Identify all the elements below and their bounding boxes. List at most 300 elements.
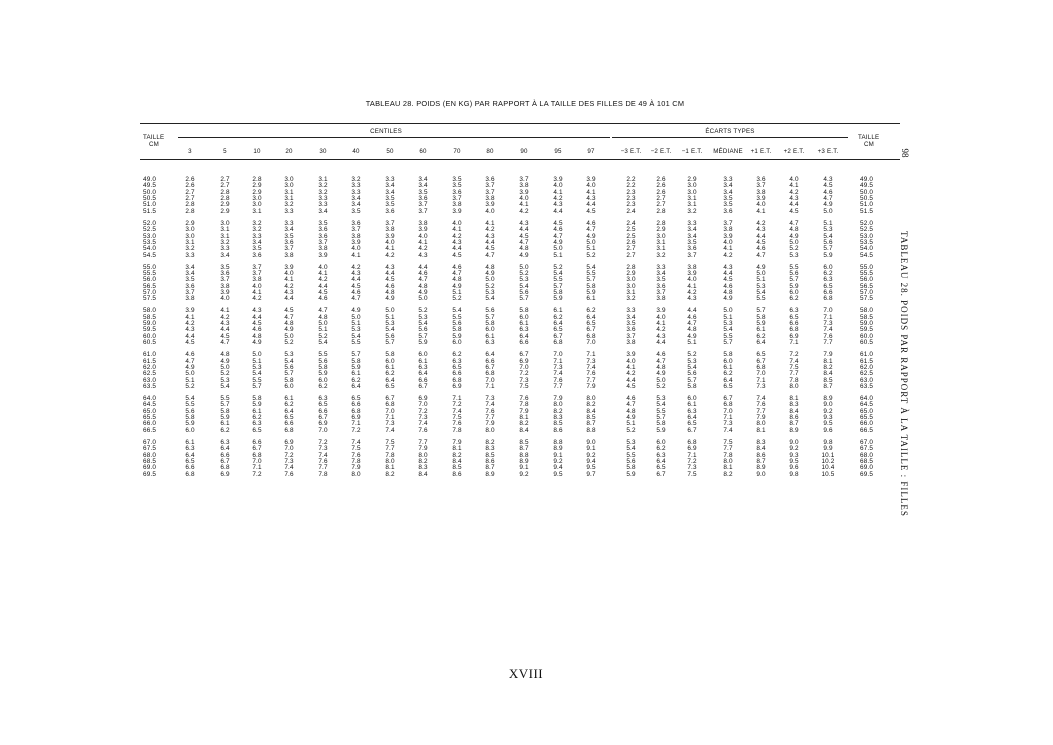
- ecart-cell: 3.2: [626, 295, 636, 303]
- ecart-cell: 6.0: [687, 395, 697, 402]
- centile-cell: 9.4: [586, 457, 596, 465]
- taille-cell: 56.5: [143, 282, 157, 290]
- ecart-cell: 7.9: [756, 414, 766, 422]
- centile-cell: 4.8: [519, 245, 529, 253]
- taille-right-unit: CM: [864, 141, 875, 148]
- centile-cell: 9.5: [553, 470, 563, 478]
- centile-cell: 6.5: [252, 426, 262, 434]
- centile-cell: 3.5: [318, 219, 328, 227]
- ecart-cell: 7.0: [723, 407, 733, 415]
- centile-cell: 4.4: [485, 238, 495, 246]
- centile-cell: 3.7: [185, 289, 195, 296]
- centile-cell: 7.6: [519, 395, 529, 402]
- centile-cell: 6.0: [519, 313, 529, 321]
- centile-cell: 3.7: [385, 219, 395, 227]
- ecart-cell: 6.6: [823, 289, 833, 296]
- centile-cell: 3.0: [252, 195, 262, 203]
- ecart-cell: 10.1: [821, 451, 835, 459]
- ecart-cell: 3.9: [626, 351, 636, 359]
- centile-cell: 3.0: [284, 182, 294, 190]
- centile-cell: 7.0: [519, 363, 529, 371]
- centile-cell: 4.7: [418, 276, 428, 284]
- centile-cell: 3.5: [185, 276, 195, 284]
- taille-cell-right: 58.5: [860, 313, 874, 321]
- centile-cell: 3.2: [351, 176, 361, 183]
- centile-cell: 5.1: [185, 376, 195, 384]
- centile-cell: 2.7: [185, 195, 195, 203]
- ecart-cell: 5.7: [723, 339, 733, 347]
- centile-cell: 6.0: [284, 382, 294, 390]
- centile-cell: 5.5: [318, 351, 328, 359]
- ecart-cell: 8.0: [789, 382, 799, 390]
- centile-column-header: 30: [319, 148, 327, 155]
- ecart-cell: 4.2: [656, 326, 666, 334]
- taille-cell-right: 57.5: [860, 295, 874, 303]
- ecart-cell: 8.0: [756, 420, 766, 428]
- centile-cell: 2.6: [185, 176, 195, 183]
- ecart-cell: 7.7: [789, 370, 799, 378]
- centile-cell: 6.7: [485, 363, 495, 371]
- taille-cell-right: 56.5: [860, 282, 874, 290]
- centile-cell: 7.1: [252, 464, 262, 472]
- centile-cell: 7.0: [418, 401, 428, 409]
- centile-cell: 4.0: [385, 238, 395, 246]
- centile-cell: 7.9: [553, 395, 563, 402]
- centile-column-header: 3: [188, 148, 192, 155]
- centile-cell: 6.1: [586, 295, 596, 303]
- centile-cell: 7.5: [452, 414, 462, 422]
- centile-cell: 5.4: [485, 295, 495, 303]
- centile-cell: 6.5: [351, 395, 361, 402]
- centile-cell: 7.3: [519, 376, 529, 384]
- centile-cell: 8.8: [553, 438, 563, 446]
- centile-cell: 7.6: [553, 376, 563, 384]
- ecart-cell: 2.4: [626, 207, 636, 215]
- taille-cell: 49.5: [143, 182, 157, 190]
- centile-cell: 8.9: [485, 470, 495, 478]
- taille-cell: 68.0: [143, 451, 157, 459]
- ecart-cell: 3.3: [687, 219, 697, 227]
- ecart-cell: 9.5: [789, 457, 799, 465]
- centile-cell: 5.2: [485, 282, 495, 290]
- centile-cell: 6.9: [519, 357, 529, 365]
- ecart-cell: 7.1: [823, 313, 833, 321]
- ecart-cell: 7.1: [723, 414, 733, 422]
- ecart-cell: 8.0: [723, 457, 733, 465]
- centile-cell: 4.6: [586, 219, 596, 227]
- centile-cell: 8.5: [586, 414, 596, 422]
- centile-column-header: 40: [352, 148, 360, 155]
- ecart-cell: 5.6: [823, 238, 833, 246]
- ecart-cell: 4.6: [626, 395, 636, 402]
- centile-cell: 4.1: [284, 276, 294, 284]
- centile-cell: 3.5: [452, 182, 462, 190]
- footer-page-number: XVIII: [508, 666, 544, 681]
- centile-cell: 3.1: [252, 207, 262, 215]
- centile-cell: 2.9: [252, 182, 262, 190]
- centile-cell: 4.2: [385, 251, 395, 259]
- centile-cell: 3.7: [485, 188, 495, 196]
- ecart-cell: 3.6: [687, 245, 697, 253]
- centile-cell: 5.2: [418, 307, 428, 315]
- ecart-cell: 7.0: [756, 370, 766, 378]
- centile-cell: 3.7: [418, 207, 428, 215]
- centile-cell: 3.0: [284, 176, 294, 183]
- centile-cell: 3.2: [185, 245, 195, 253]
- ecart-cell: 6.3: [823, 276, 833, 284]
- centile-cell: 4.3: [485, 232, 495, 240]
- ecart-cell: 6.2: [756, 332, 766, 340]
- centile-cell: 4.7: [519, 238, 529, 246]
- ecart-cell: 6.1: [687, 401, 697, 409]
- ecart-cell: 6.0: [656, 438, 666, 446]
- taille-cell-right: 53.0: [860, 232, 874, 240]
- centile-cell: 6.9: [351, 414, 361, 422]
- centile-cell: 4.2: [252, 295, 262, 303]
- ecart-cell: 2.2: [626, 176, 636, 183]
- ecart-cell: 9.2: [823, 407, 833, 415]
- ecart-cell: 4.3: [823, 176, 833, 183]
- centile-cell: 5.4: [318, 339, 328, 347]
- taille-cell-right: 67.5: [860, 445, 874, 453]
- ecart-cell: 4.6: [756, 245, 766, 253]
- centile-cell: 5.5: [586, 269, 596, 277]
- taille-cell: 62.5: [143, 370, 157, 378]
- centile-cell: 8.6: [553, 426, 563, 434]
- ecart-cell: 6.0: [823, 263, 833, 271]
- ecart-cell: 4.7: [823, 195, 833, 203]
- centile-cell: 4.9: [185, 363, 195, 371]
- centile-cell: 3.4: [252, 238, 262, 246]
- centile-cell: 3.8: [452, 201, 462, 209]
- ecart-cell: 2.7: [656, 201, 666, 209]
- centile-cell: 4.0: [586, 182, 596, 190]
- centile-cell: 4.9: [485, 269, 495, 277]
- ecart-cell: 8.5: [823, 376, 833, 384]
- centile-cell: 7.3: [553, 363, 563, 371]
- ecart-cell: 4.9: [626, 414, 636, 422]
- centile-cell: 7.5: [385, 438, 395, 446]
- taille-cell-right: 68.5: [860, 457, 874, 465]
- ecart-cell: 7.4: [756, 395, 766, 402]
- taille-cell: 66.0: [143, 420, 157, 428]
- ecart-cell: 5.2: [789, 245, 799, 253]
- centile-cell: 5.4: [252, 370, 262, 378]
- centile-cell: 4.0: [519, 195, 529, 203]
- centile-cell: 4.8: [220, 351, 230, 359]
- ecart-cell: 4.8: [656, 363, 666, 371]
- centile-cell: 7.2: [351, 426, 361, 434]
- centile-cell: 4.9: [385, 295, 395, 303]
- ecart-cell: 6.9: [789, 332, 799, 340]
- centile-cell: 5.8: [485, 320, 495, 328]
- centile-cell: 3.1: [284, 195, 294, 203]
- taille-cell: 60.0: [143, 332, 157, 340]
- taille-cell-right: 66.5: [860, 426, 874, 434]
- centile-cell: 7.3: [586, 357, 596, 365]
- taille-cell: 50.5: [143, 195, 157, 203]
- ecart-cell: 8.1: [723, 464, 733, 472]
- centile-cell: 8.8: [519, 451, 529, 459]
- centile-cell: 4.7: [452, 269, 462, 277]
- ecart-cell: 6.3: [687, 407, 697, 415]
- ecart-cell: 3.4: [723, 182, 733, 190]
- centile-cell: 4.8: [485, 263, 495, 271]
- centile-cell: 9.0: [586, 438, 596, 446]
- ecart-cell: 4.7: [756, 251, 766, 259]
- centile-cell: 6.5: [586, 320, 596, 328]
- ecart-cell: 7.1: [789, 339, 799, 347]
- centile-cell: 6.0: [485, 326, 495, 334]
- ecart-cell: 9.6: [789, 464, 799, 472]
- centile-cell: 6.8: [284, 426, 294, 434]
- ecart-cell: 5.1: [823, 219, 833, 227]
- centile-cell: 5.7: [418, 332, 428, 340]
- centile-column-header: 60: [419, 148, 427, 155]
- ecart-cell: 4.2: [789, 188, 799, 196]
- centile-cell: 6.1: [284, 395, 294, 402]
- taille-cell: 49.0: [143, 176, 157, 183]
- ecart-cell: 4.0: [789, 176, 799, 183]
- centile-cell: 7.9: [485, 420, 495, 428]
- centile-cell: 3.5: [351, 207, 361, 215]
- ecart-cell: 4.5: [723, 276, 733, 284]
- centile-cell: 3.4: [284, 226, 294, 234]
- centile-cell: 4.3: [252, 307, 262, 315]
- centile-cell: 5.9: [452, 332, 462, 340]
- centile-cell: 4.0: [553, 182, 563, 190]
- centile-cell: 5.7: [284, 370, 294, 378]
- centile-cell: 5.1: [318, 326, 328, 334]
- centile-cell: 4.1: [252, 289, 262, 296]
- centile-cell: 4.6: [351, 289, 361, 296]
- table-title: TABLEAU 28. POIDS (EN KG) PAR RAPPORT À LA TAILLE DES FILLES DE 49 À 101 CM: [365, 99, 685, 108]
- centile-cell: 6.7: [586, 326, 596, 334]
- centile-cell: 5.8: [553, 289, 563, 296]
- centile-cell: 6.2: [351, 376, 361, 384]
- centile-cell: 3.3: [351, 182, 361, 190]
- taille-cell: 52.5: [143, 226, 157, 234]
- centile-cell: 3.2: [220, 238, 230, 246]
- ecart-cell: 4.6: [723, 282, 733, 290]
- centile-cell: 4.2: [284, 282, 294, 290]
- centile-cell: 3.6: [452, 188, 462, 196]
- ecart-cell: 4.1: [626, 363, 636, 371]
- centile-cell: 6.2: [220, 426, 230, 434]
- centile-cell: 8.6: [485, 457, 495, 465]
- centile-cell: 7.3: [485, 395, 495, 402]
- ecart-cell: 5.5: [789, 263, 799, 271]
- ecart-cell: 2.7: [626, 245, 636, 253]
- ecart-cell: 5.5: [656, 407, 666, 415]
- ecart-cell: 7.7: [823, 339, 833, 347]
- centile-cell: 6.8: [351, 407, 361, 415]
- centile-cell: 5.3: [485, 289, 495, 296]
- centile-cell: 6.0: [452, 339, 462, 347]
- ecart-cell: 3.5: [723, 195, 733, 203]
- ecart-cell: 4.7: [687, 320, 697, 328]
- ecart-cell: 9.5: [823, 420, 833, 428]
- centile-cell: 6.9: [452, 382, 462, 390]
- ecart-cell: 6.8: [723, 401, 733, 409]
- centile-cell: 4.9: [586, 232, 596, 240]
- centile-cell: 4.5: [553, 219, 563, 227]
- ecart-type-column-header: −2 E.T.: [650, 148, 672, 155]
- ecart-cell: 3.8: [723, 226, 733, 234]
- ecart-cell: 9.6: [823, 426, 833, 434]
- centile-cell: 4.8: [284, 320, 294, 328]
- centile-cell: 5.3: [351, 326, 361, 334]
- taille-cell: 53.5: [143, 238, 157, 246]
- centile-cell: 8.0: [385, 457, 395, 465]
- centile-cell: 4.6: [252, 326, 262, 334]
- centile-cell: 8.4: [418, 470, 428, 478]
- centile-cell: 5.3: [252, 363, 262, 371]
- ecart-type-column-header: −3 E.T.: [620, 148, 642, 155]
- taille-cell: 61.0: [143, 351, 157, 359]
- centile-cell: 6.2: [452, 351, 462, 359]
- centile-cell: 7.5: [351, 445, 361, 453]
- centile-cell: 3.3: [220, 245, 230, 253]
- centile-cell: 3.4: [351, 195, 361, 203]
- centile-cell: 7.4: [485, 401, 495, 409]
- centile-cell: 6.2: [553, 313, 563, 321]
- ecart-cell: 2.5: [626, 232, 636, 240]
- taille-cell: 54.0: [143, 245, 157, 253]
- centile-cell: 6.8: [185, 470, 195, 478]
- centile-cell: 6.1: [418, 357, 428, 365]
- centile-cell: 7.9: [452, 438, 462, 446]
- taille-cell-right: 65.0: [860, 407, 874, 415]
- centile-cell: 5.7: [519, 295, 529, 303]
- centile-cell: 6.1: [351, 370, 361, 378]
- ecart-cell: 5.1: [756, 276, 766, 284]
- ecart-cell: 4.6: [656, 351, 666, 359]
- ecart-cell: 8.9: [756, 464, 766, 472]
- centile-cell: 3.6: [485, 176, 495, 183]
- centile-cell: 3.7: [485, 182, 495, 190]
- ecart-cell: 5.6: [789, 269, 799, 277]
- ecart-cell: 3.4: [687, 226, 697, 234]
- ecart-cell: 5.2: [656, 382, 666, 390]
- ecart-cell: 3.1: [687, 201, 697, 209]
- centile-cell: 3.8: [185, 295, 195, 303]
- taille-cell: 52.0: [143, 219, 157, 227]
- ecart-cell: 5.1: [687, 339, 697, 347]
- centile-cell: 2.9: [220, 207, 230, 215]
- centile-cell: 6.9: [220, 470, 230, 478]
- centile-cell: 9.5: [586, 464, 596, 472]
- centile-cell: 7.0: [284, 445, 294, 453]
- ecart-cell: 7.6: [823, 332, 833, 340]
- centile-cell: 3.1: [185, 238, 195, 246]
- centile-cell: 6.7: [519, 351, 529, 359]
- ecart-cell: 4.9: [756, 263, 766, 271]
- centile-cell: 3.6: [351, 219, 361, 227]
- ecart-cell: 6.8: [756, 363, 766, 371]
- centile-cell: 5.1: [586, 245, 596, 253]
- centile-cell: 5.1: [385, 313, 395, 321]
- centile-cell: 4.7: [553, 232, 563, 240]
- ecart-cell: 4.5: [789, 207, 799, 215]
- centile-cell: 5.8: [252, 395, 262, 402]
- ecart-cell: 2.8: [626, 263, 636, 271]
- ecart-cell: 4.7: [789, 219, 799, 227]
- centile-cell: 7.4: [586, 363, 596, 371]
- ecart-cell: 5.5: [626, 451, 636, 459]
- ecart-cell: 6.4: [687, 414, 697, 422]
- centile-cell: 6.1: [185, 438, 195, 446]
- centile-cell: 6.3: [220, 438, 230, 446]
- centile-cell: 3.3: [385, 176, 395, 183]
- ecart-cell: 9.0: [823, 401, 833, 409]
- centile-cell: 7.3: [284, 457, 294, 465]
- centile-cell: 6.2: [385, 370, 395, 378]
- ecart-cell: 7.7: [756, 407, 766, 415]
- ecart-cell: 3.9: [656, 307, 666, 315]
- ecart-cell: 2.7: [626, 251, 636, 259]
- taille-cell-right: 63.0: [860, 376, 874, 384]
- centile-cell: 5.5: [220, 395, 230, 402]
- centile-cell: 5.7: [351, 351, 361, 359]
- ecart-cell: 4.1: [656, 320, 666, 328]
- centile-cell: 4.4: [220, 326, 230, 334]
- centile-cell: 8.5: [452, 464, 462, 472]
- centile-cell: 4.9: [252, 339, 262, 347]
- centile-cell: 7.9: [351, 464, 361, 472]
- centile-cell: 5.5: [452, 313, 462, 321]
- ecarts-rule: [612, 137, 848, 138]
- centile-cell: 5.7: [586, 276, 596, 284]
- ecart-cell: 8.9: [823, 395, 833, 402]
- ecart-cell: 4.0: [756, 201, 766, 209]
- centile-cell: 3.8: [351, 232, 361, 240]
- centile-cell: 4.0: [485, 207, 495, 215]
- ecart-cell: 4.2: [626, 370, 636, 378]
- centile-cell: 5.4: [452, 307, 462, 315]
- ecart-cell: 4.3: [656, 332, 666, 340]
- centile-cell: 2.6: [185, 182, 195, 190]
- ecart-cell: 4.7: [656, 357, 666, 365]
- ecart-cell: 5.7: [789, 276, 799, 284]
- centile-cell: 5.2: [318, 332, 328, 340]
- centile-cell: 5.6: [519, 289, 529, 296]
- centile-cell: 5.2: [586, 251, 596, 259]
- centile-cell: 6.8: [485, 370, 495, 378]
- centile-cell: 7.8: [519, 401, 529, 409]
- centile-cell: 5.2: [284, 339, 294, 347]
- centile-cell: 5.9: [553, 295, 563, 303]
- centile-cell: 6.7: [553, 332, 563, 340]
- centile-cell: 5.8: [318, 363, 328, 371]
- ecart-cell: 9.2: [789, 445, 799, 453]
- ecart-cell: 5.9: [823, 251, 833, 259]
- ecart-cell: 4.2: [687, 289, 697, 296]
- centile-cell: 6.8: [220, 464, 230, 472]
- centile-cell: 3.9: [452, 207, 462, 215]
- centile-cell: 2.9: [220, 201, 230, 209]
- centile-cell: 5.4: [351, 332, 361, 340]
- centile-cell: 5.6: [318, 357, 328, 365]
- centile-cell: 3.7: [351, 226, 361, 234]
- ecart-cell: 2.9: [626, 269, 636, 277]
- centile-cell: 4.4: [252, 313, 262, 321]
- ecart-cell: 3.5: [723, 201, 733, 209]
- centile-cell: 4.4: [351, 276, 361, 284]
- ecart-cell: 5.8: [626, 464, 636, 472]
- taille-cell: 56.0: [143, 276, 157, 284]
- centile-cell: 8.2: [586, 401, 596, 409]
